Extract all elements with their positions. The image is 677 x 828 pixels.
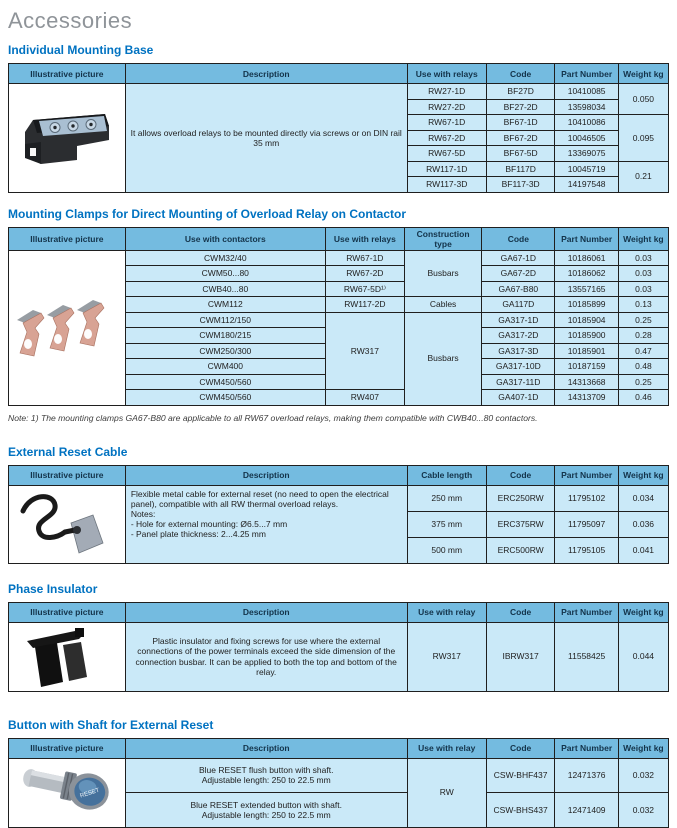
column-header: Illustrative picture bbox=[9, 602, 126, 622]
column-header: Code bbox=[486, 465, 555, 485]
table-cell: 10046505 bbox=[555, 130, 618, 146]
section-mounting-clamps bbox=[8, 207, 669, 423]
column-header: Code bbox=[486, 602, 555, 622]
table-cell: 0.032 bbox=[618, 793, 668, 828]
svg-text:RESET: RESET bbox=[79, 787, 101, 800]
table-cell: 11795102 bbox=[555, 485, 618, 511]
table-cell: CWM180/215 bbox=[125, 328, 325, 344]
phase-insulator-picture bbox=[17, 624, 117, 690]
table-cell: BF67-5D bbox=[486, 146, 555, 162]
table-cell: GA317-1D bbox=[482, 312, 555, 328]
column-header: Part Number bbox=[555, 64, 618, 84]
table-cell: CWM112 bbox=[125, 297, 325, 313]
column-header: Code bbox=[482, 227, 555, 250]
section-heading: Button with Shaft for External Reset bbox=[8, 717, 214, 732]
table-cell: 375 mm bbox=[407, 511, 486, 537]
table-cell: CWB40...80 bbox=[125, 281, 325, 297]
table-cell: CWM250/300 bbox=[125, 343, 325, 359]
table-cell: RW317 bbox=[325, 312, 404, 390]
table-cell: 13598034 bbox=[555, 99, 618, 115]
table-cell: BF117-3D bbox=[486, 177, 555, 193]
section-heading: Mounting Clamps for Direct Mounting of Overload Relay on Contactor bbox=[8, 206, 407, 221]
table-cell: RW117-3D bbox=[407, 177, 486, 193]
column-header: Cable length bbox=[407, 465, 486, 485]
table-cell: Plastic insulator and fixing screws for use where the external connections of the power terminals exceed the side dimension of the connection busbar. It can be applied to both the top and bottom of the relay. bbox=[125, 622, 407, 691]
table-cell: GA67-2D bbox=[482, 266, 555, 282]
table-cell: CWM450/560 bbox=[125, 374, 325, 390]
table-cell: IBRW317 bbox=[486, 622, 555, 691]
table-cell: RW67-2D bbox=[407, 130, 486, 146]
table-cell: Busbars bbox=[404, 250, 481, 297]
column-header: Description bbox=[125, 738, 407, 758]
section-button-with-shaft bbox=[8, 718, 669, 828]
table-cell: 10185899 bbox=[555, 297, 618, 313]
column-header: Weight kg bbox=[618, 227, 668, 250]
table-cell: It allows overload relays to be mounted directly via screws or on DIN rail 35 mm bbox=[125, 84, 407, 193]
section-heading: Individual Mounting Base bbox=[8, 43, 154, 57]
section-external-reset-cable bbox=[8, 445, 669, 564]
reset-button-picture bbox=[17, 760, 117, 826]
table-cell: RW67-5D bbox=[407, 146, 486, 162]
table-cell: 14313668 bbox=[555, 374, 618, 390]
table-button-with-shaft bbox=[8, 738, 669, 828]
column-header: Use with relay bbox=[407, 738, 486, 758]
table-cell: 0.21 bbox=[618, 161, 668, 192]
table-cell: GA317-3D bbox=[482, 343, 555, 359]
table-cell: 0.47 bbox=[618, 343, 668, 359]
table-cell: BF117D bbox=[486, 161, 555, 177]
column-header: Description bbox=[125, 465, 407, 485]
table-cell: ERC500RW bbox=[486, 537, 555, 563]
column-header: Part Number bbox=[555, 602, 618, 622]
table-cell: 0.050 bbox=[618, 84, 668, 115]
table-cell: RW67-1D bbox=[407, 115, 486, 131]
table-cell: 10045719 bbox=[555, 161, 618, 177]
table-cell: RW27-1D bbox=[407, 84, 486, 100]
table-cell: 0.036 bbox=[618, 511, 668, 537]
table-cell: 0.46 bbox=[618, 390, 668, 406]
column-header: Code bbox=[486, 738, 555, 758]
table-cell: 10410086 bbox=[555, 115, 618, 131]
table-cell: RW67-1D bbox=[325, 250, 404, 266]
column-header: Illustrative picture bbox=[9, 64, 126, 84]
table-cell: GA67-1D bbox=[482, 250, 555, 266]
column-header: Use with contactors bbox=[125, 227, 325, 250]
reset-cable-image bbox=[9, 485, 126, 563]
table-footnote: Note: 1) The mounting clamps GA67-B80 are applicable to all RW67 overload relays, making them compatible with CWB40...80 contactors. bbox=[8, 412, 538, 423]
column-header: Part Number bbox=[555, 227, 618, 250]
column-header: Code bbox=[486, 64, 555, 84]
table-cell: GA317-10D bbox=[482, 359, 555, 375]
table-cell: CWM450/560 bbox=[125, 390, 325, 406]
table-cell: RW67-5D¹⁾ bbox=[325, 281, 404, 297]
column-header: Description bbox=[125, 64, 407, 84]
table-row bbox=[9, 758, 669, 793]
table-cell: 11795097 bbox=[555, 511, 618, 537]
table-row bbox=[9, 250, 669, 266]
table-cell: 10410085 bbox=[555, 84, 618, 100]
column-header: Use with relays bbox=[407, 64, 486, 84]
section-heading: Phase Insulator bbox=[8, 581, 98, 596]
table-cell: RW117-1D bbox=[407, 161, 486, 177]
table-cell: ERC250RW bbox=[486, 485, 555, 511]
table-cell: 250 mm bbox=[407, 485, 486, 511]
table-cell: CWM400 bbox=[125, 359, 325, 375]
column-header: Weight kg bbox=[618, 602, 668, 622]
table-external-reset-cable bbox=[8, 465, 669, 564]
column-header: Illustrative picture bbox=[9, 465, 126, 485]
column-header: Part Number bbox=[555, 738, 618, 758]
table-cell: CSW-BHF437 bbox=[486, 758, 555, 793]
column-header: Part Number bbox=[555, 465, 618, 485]
table-cell: RW407 bbox=[325, 390, 404, 406]
column-header: Weight kg bbox=[618, 64, 668, 84]
table-cell: CSW-BHS437 bbox=[486, 793, 555, 828]
column-header: Description bbox=[125, 602, 407, 622]
table-cell: 0.03 bbox=[618, 266, 668, 282]
table-cell: 12471409 bbox=[555, 793, 618, 828]
table-cell: Cables bbox=[404, 297, 481, 313]
table-row bbox=[9, 622, 669, 691]
table-cell: 0.03 bbox=[618, 250, 668, 266]
table-cell: CWM112/150 bbox=[125, 312, 325, 328]
table-cell: CWM32/40 bbox=[125, 250, 325, 266]
table-cell: 0.25 bbox=[618, 374, 668, 390]
page-title: Accessories bbox=[8, 8, 133, 33]
table-cell: 0.28 bbox=[618, 328, 668, 344]
reset-button-image bbox=[9, 758, 126, 827]
table-cell: 14197548 bbox=[555, 177, 618, 193]
reset-cable-picture bbox=[17, 489, 117, 559]
table-cell: BF67-2D bbox=[486, 130, 555, 146]
table-cell: BF67-1D bbox=[486, 115, 555, 131]
table-cell: 11558425 bbox=[555, 622, 618, 691]
table-row bbox=[9, 84, 669, 100]
table-cell: 0.044 bbox=[618, 622, 668, 691]
table-cell: 11795105 bbox=[555, 537, 618, 563]
table-cell: Busbars bbox=[404, 312, 481, 405]
table-cell: RW317 bbox=[407, 622, 486, 691]
table-cell: CWM50...80 bbox=[125, 266, 325, 282]
table-individual-mounting-base bbox=[8, 63, 669, 193]
table-cell: BF27-2D bbox=[486, 99, 555, 115]
table-cell: RW67-2D bbox=[325, 266, 404, 282]
table-cell: 10185904 bbox=[555, 312, 618, 328]
table-cell: ERC375RW bbox=[486, 511, 555, 537]
column-header: Construction type bbox=[404, 227, 481, 250]
table-cell: 0.25 bbox=[618, 312, 668, 328]
mounting-clamps-image bbox=[9, 250, 126, 405]
table-cell: 0.095 bbox=[618, 115, 668, 162]
mounting-base-image bbox=[9, 84, 126, 193]
column-header: Use with relays bbox=[325, 227, 404, 250]
table-cell: 0.48 bbox=[618, 359, 668, 375]
table-cell: Blue RESET extended button with shaft. Adjustable length: 250 to 22.5 mm bbox=[125, 793, 407, 828]
table-cell: 500 mm bbox=[407, 537, 486, 563]
table-cell: RW117-2D bbox=[325, 297, 404, 313]
table-cell: 0.03 bbox=[618, 281, 668, 297]
table-cell: 10186061 bbox=[555, 250, 618, 266]
table-row bbox=[9, 485, 669, 511]
table-cell: GA67-B80 bbox=[482, 281, 555, 297]
table-cell: GA317-2D bbox=[482, 328, 555, 344]
phase-insulator-image bbox=[9, 622, 126, 691]
column-header: Weight kg bbox=[618, 465, 668, 485]
table-cell: Blue RESET flush button with shaft. Adjustable length: 250 to 22.5 mm bbox=[125, 758, 407, 793]
table-cell: Flexible metal cable for external reset (no need to open the electrical panel), compatible with all RW thermal overload relays. Notes: - Hole for external mounting: Ø6.5...7 mm - Panel plate thickness: 2...4.25 mm bbox=[125, 485, 407, 563]
column-header: Illustrative picture bbox=[9, 227, 126, 250]
table-cell: 0.034 bbox=[618, 485, 668, 511]
column-header: Use with relay bbox=[407, 602, 486, 622]
table-cell: 10186062 bbox=[555, 266, 618, 282]
table-cell: BF27D bbox=[486, 84, 555, 100]
section-heading: External Reset Cable bbox=[8, 444, 128, 459]
table-cell: GA317-11D bbox=[482, 374, 555, 390]
table-cell: 10185901 bbox=[555, 343, 618, 359]
table-phase-insulator bbox=[8, 602, 669, 692]
table-cell: GA407-1D bbox=[482, 390, 555, 406]
table-cell: RW bbox=[407, 758, 486, 827]
table-cell: 0.13 bbox=[618, 297, 668, 313]
table-cell: GA117D bbox=[482, 297, 555, 313]
table-cell: 0.041 bbox=[618, 537, 668, 563]
section-phase-insulator bbox=[8, 582, 669, 692]
mounting-base-picture bbox=[17, 106, 117, 170]
table-cell: 10187159 bbox=[555, 359, 618, 375]
column-header: Weight kg bbox=[618, 738, 668, 758]
table-cell: RW27-2D bbox=[407, 99, 486, 115]
table-cell: 13369075 bbox=[555, 146, 618, 162]
table-cell: 0.032 bbox=[618, 758, 668, 793]
table-cell: 10185900 bbox=[555, 328, 618, 344]
section-individual-mounting-base bbox=[8, 43, 669, 193]
table-cell: 12471376 bbox=[555, 758, 618, 793]
table-cell: 14313709 bbox=[555, 390, 618, 406]
table-mounting-clamps bbox=[8, 227, 669, 406]
table-cell: 13557165 bbox=[555, 281, 618, 297]
mounting-clamps-picture bbox=[15, 296, 119, 360]
column-header: Illustrative picture bbox=[9, 738, 126, 758]
